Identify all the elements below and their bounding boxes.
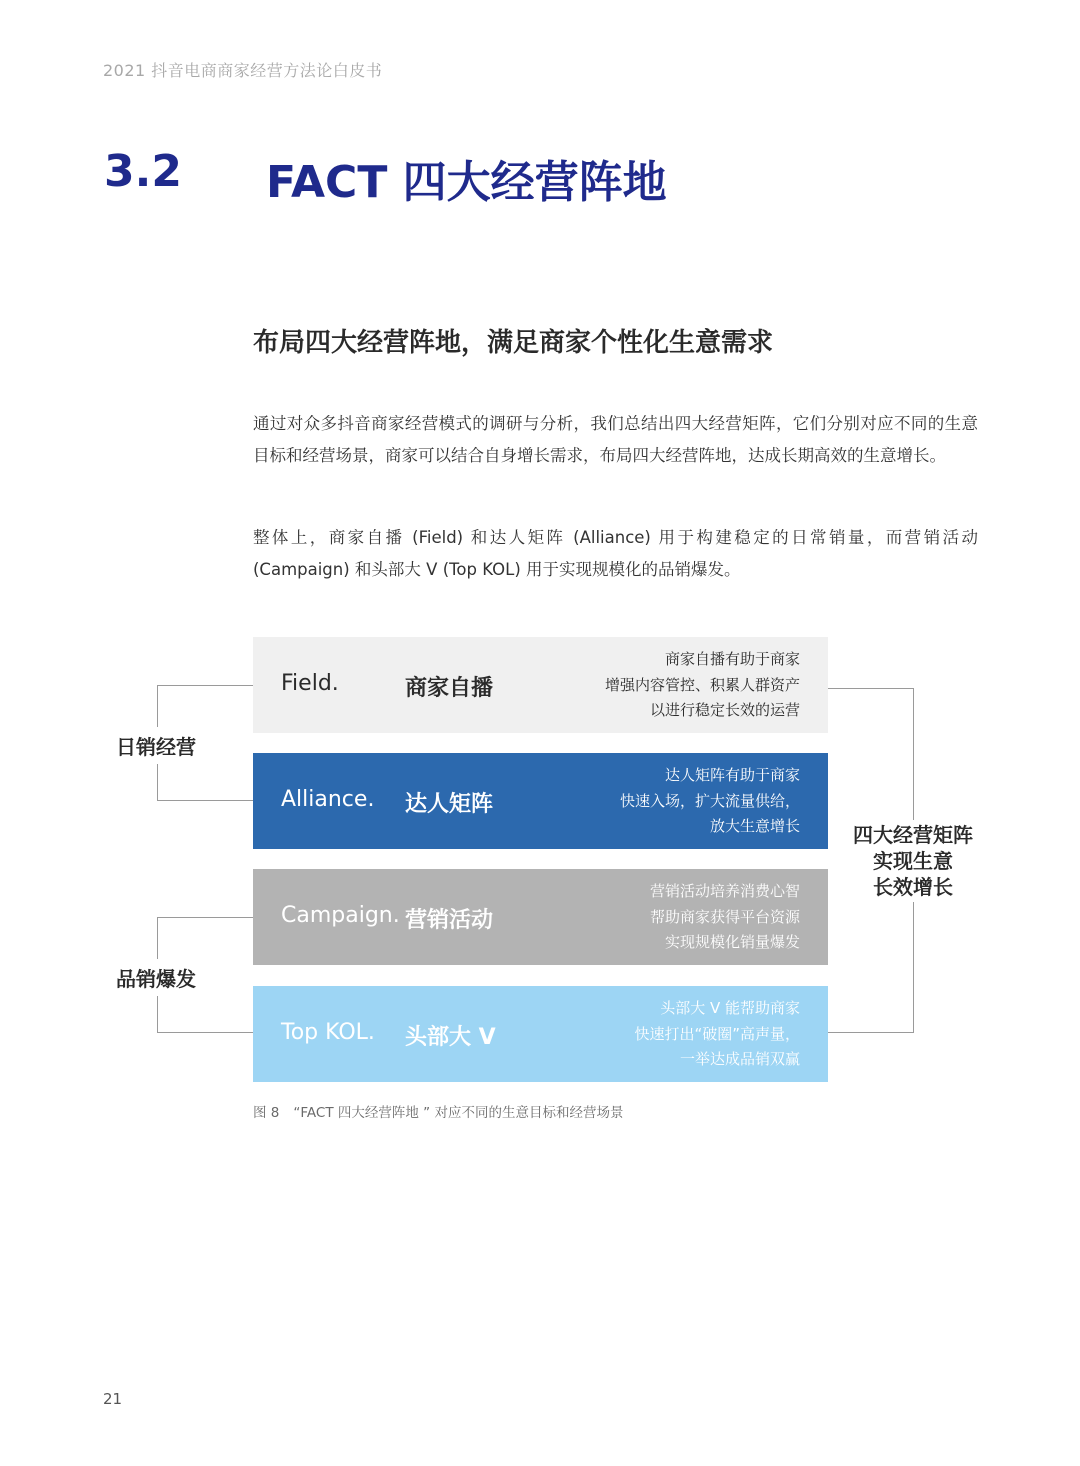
row-description-line: 快速入场，扩大流量供给， bbox=[619, 791, 800, 810]
row-zh-label: 达人矩阵 bbox=[405, 792, 494, 817]
row-zh-label: 商家自播 bbox=[405, 676, 494, 701]
matrix-summary-line: 四大经营矩阵 bbox=[853, 823, 973, 847]
row-zh-label: 营销活动 bbox=[405, 908, 494, 933]
row-description-line: 帮助商家获得平台资源 bbox=[649, 907, 800, 926]
row-description bbox=[634, 996, 800, 1073]
section-title: FACT 四大经营阵地 bbox=[266, 157, 667, 208]
row-alliance bbox=[253, 753, 828, 849]
row-description-line: 放大生意增长 bbox=[709, 817, 800, 835]
group-label-daily: 日销经营 bbox=[116, 727, 196, 764]
figure-caption-text: “FACT 四大经营阵地 ” 对应不同的生意目标和经营场景 bbox=[293, 1105, 624, 1121]
row-zh-label: 头部大 V bbox=[405, 1025, 496, 1050]
row-en-label: Top KOL. bbox=[281, 1020, 375, 1045]
row-description bbox=[650, 879, 800, 956]
row-field bbox=[253, 637, 828, 733]
group-label-burst: 品销爆发 bbox=[116, 959, 196, 996]
row-description-line: 增强内容管控、积累人群资产 bbox=[604, 675, 800, 694]
row-description bbox=[605, 647, 800, 724]
row-description-line: 以进行稳定长效的运营 bbox=[649, 701, 800, 719]
matrix-summary-label bbox=[848, 820, 978, 902]
row-description-line: 营销活动培养消费心智 bbox=[649, 882, 800, 900]
row-description-line: 快速打出“破圈”高声量， bbox=[634, 1024, 800, 1043]
body-paragraph: 通过对众多抖音商家经营模式的调研与分析，我们总结出四大经营矩阵，它们分别对应不同的生意目标和经营场景，商家可以结合自身增长需求，布局四大经营阵地，达成长期高效的生意增长。 bbox=[253, 414, 978, 465]
section-number: 3.2 bbox=[104, 146, 182, 197]
figure-number: 图 8 bbox=[253, 1105, 280, 1121]
running-header: 2021 抖音电商商家经营方法论白皮书 bbox=[103, 61, 383, 80]
page-number: 21 bbox=[103, 1390, 123, 1408]
row-description-line: 一举达成品销双赢 bbox=[679, 1050, 800, 1068]
row-description-line: 达人矩阵有助于商家 bbox=[664, 766, 800, 784]
row-en-label: Alliance. bbox=[281, 787, 375, 812]
row-description bbox=[620, 763, 800, 840]
row-en-label: Campaign. bbox=[281, 903, 400, 928]
row-en-label: Field. bbox=[281, 671, 339, 696]
figure-caption bbox=[253, 1101, 623, 1121]
row-description-line: 头部大 V 能帮助商家 bbox=[660, 999, 800, 1017]
matrix-summary-line: 长效增长 bbox=[873, 875, 953, 899]
row-campaign bbox=[253, 869, 828, 965]
matrix-summary-line: 实现生意 bbox=[873, 849, 953, 873]
row-top-kol bbox=[253, 986, 828, 1082]
row-description-line: 商家自播有助于商家 bbox=[664, 650, 800, 668]
subtitle: 布局四大经营阵地，满足商家个性化生意需求 bbox=[253, 328, 774, 358]
body-paragraph: 整体上，商家自播 (Field) 和达人矩阵 (Alliance) 用于构建稳定的日常销量，而营销活动 (Campaign) 和头部大 V (Top KOL) 用于实现规模化的品销爆发。 bbox=[253, 528, 978, 579]
row-description-line: 实现规模化销量爆发 bbox=[664, 933, 800, 951]
